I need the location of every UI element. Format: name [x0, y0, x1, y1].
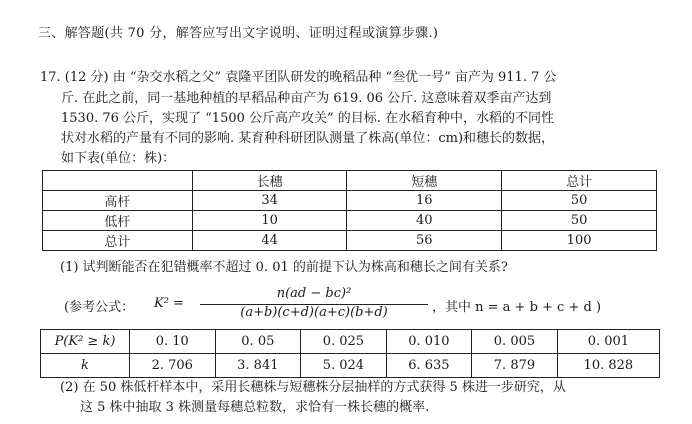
table-cell: 0. 010	[386, 330, 472, 354]
table-cell: 34	[192, 191, 347, 211]
table-cell: 0. 025	[301, 330, 387, 354]
table-row-label: P(K² ≥ k)	[41, 330, 130, 354]
table-cell: 100	[502, 231, 657, 251]
question-1: (1) 试判断能否在犯错概率不超过 0. 01 的前提下认为株高和穗长之间有关系?	[60, 260, 508, 275]
table-cell: 0. 10	[130, 330, 216, 354]
table-cell: 16	[347, 191, 502, 211]
table-row-label: k	[41, 354, 130, 378]
formula-numerator: n(ad − bc)²	[276, 286, 352, 301]
table-cell: 10. 828	[557, 354, 659, 378]
section-heading: 三、解答题(共 70 分，解答应写出文字说明、证明过程或演算步骤.)	[38, 26, 439, 41]
table-row	[41, 354, 660, 378]
table-cell: 50	[502, 211, 657, 231]
table-cell: 5. 024	[301, 354, 387, 378]
table-cell: 0. 001	[557, 330, 659, 354]
question-2-line-1: (2) 在 50 株低杆样本中，采用长穗株与短穗株分层抽样的方式获得 5 株进一步研究，从	[60, 380, 566, 395]
table-cell: 6. 635	[386, 354, 472, 378]
problem-line-2: 斤. 在此之前，同一基地种植的早稻品种亩产为 619. 06 公斤. 这意味着双季亩产达到	[61, 91, 552, 106]
formula-lhs: K² =	[154, 296, 184, 311]
table-header-cell	[43, 171, 193, 191]
formula-denominator: (a+b)(c+d)(a+c)(b+d)	[240, 305, 388, 320]
table-row	[43, 191, 657, 211]
table-cell: 7. 879	[472, 354, 558, 378]
problem-line-5: 如下表(单位：株)：	[61, 151, 176, 166]
table-cell: 40	[347, 211, 502, 231]
table-row	[43, 231, 657, 251]
table-cell: 10	[192, 211, 347, 231]
table-row	[41, 330, 660, 354]
question-2-line-2: 这 5 株中抽取 3 株测量每穗总粒数，求恰有一株长穗的概率.	[80, 400, 430, 415]
table-cell: 3. 841	[215, 354, 301, 378]
table-header-cell: 短穗	[347, 171, 502, 191]
problem-line-3: 1530. 76 公斤，实现了 “1500 公斤高产攻关” 的目标. 在水稻育种中，水稻的不同性	[61, 111, 555, 126]
critical-value-table	[40, 329, 660, 378]
table-header-row	[43, 171, 657, 191]
formula-suffix: ，其中 n = a + b + c + d )	[432, 300, 602, 315]
table-row	[43, 211, 657, 231]
contingency-table	[42, 170, 657, 251]
problem-line-1: 17. (12 分) 由 “杂交水稻之父” 袁隆平团队研发的晚稻品种 “叁优一号” 亩产为 911. 7 公	[40, 70, 557, 85]
table-cell: 56	[347, 231, 502, 251]
table-cell: 0. 005	[472, 330, 558, 354]
table-cell: 44	[192, 231, 347, 251]
table-cell: 50	[502, 191, 657, 211]
problem-line-4: 状对水稻的产量有不同的影响. 某育种科研团队测量了株高(单位：cm)和穗长的数据，	[61, 131, 555, 146]
table-cell: 0. 05	[215, 330, 301, 354]
table-header-cell: 总计	[502, 171, 657, 191]
table-cell: 高杆	[43, 191, 193, 211]
formula-prefix: (参考公式：	[64, 300, 135, 315]
table-cell: 总计	[43, 231, 193, 251]
table-header-cell: 长穗	[192, 171, 347, 191]
table-cell: 低杆	[43, 211, 193, 231]
table-cell: 2. 706	[130, 354, 216, 378]
